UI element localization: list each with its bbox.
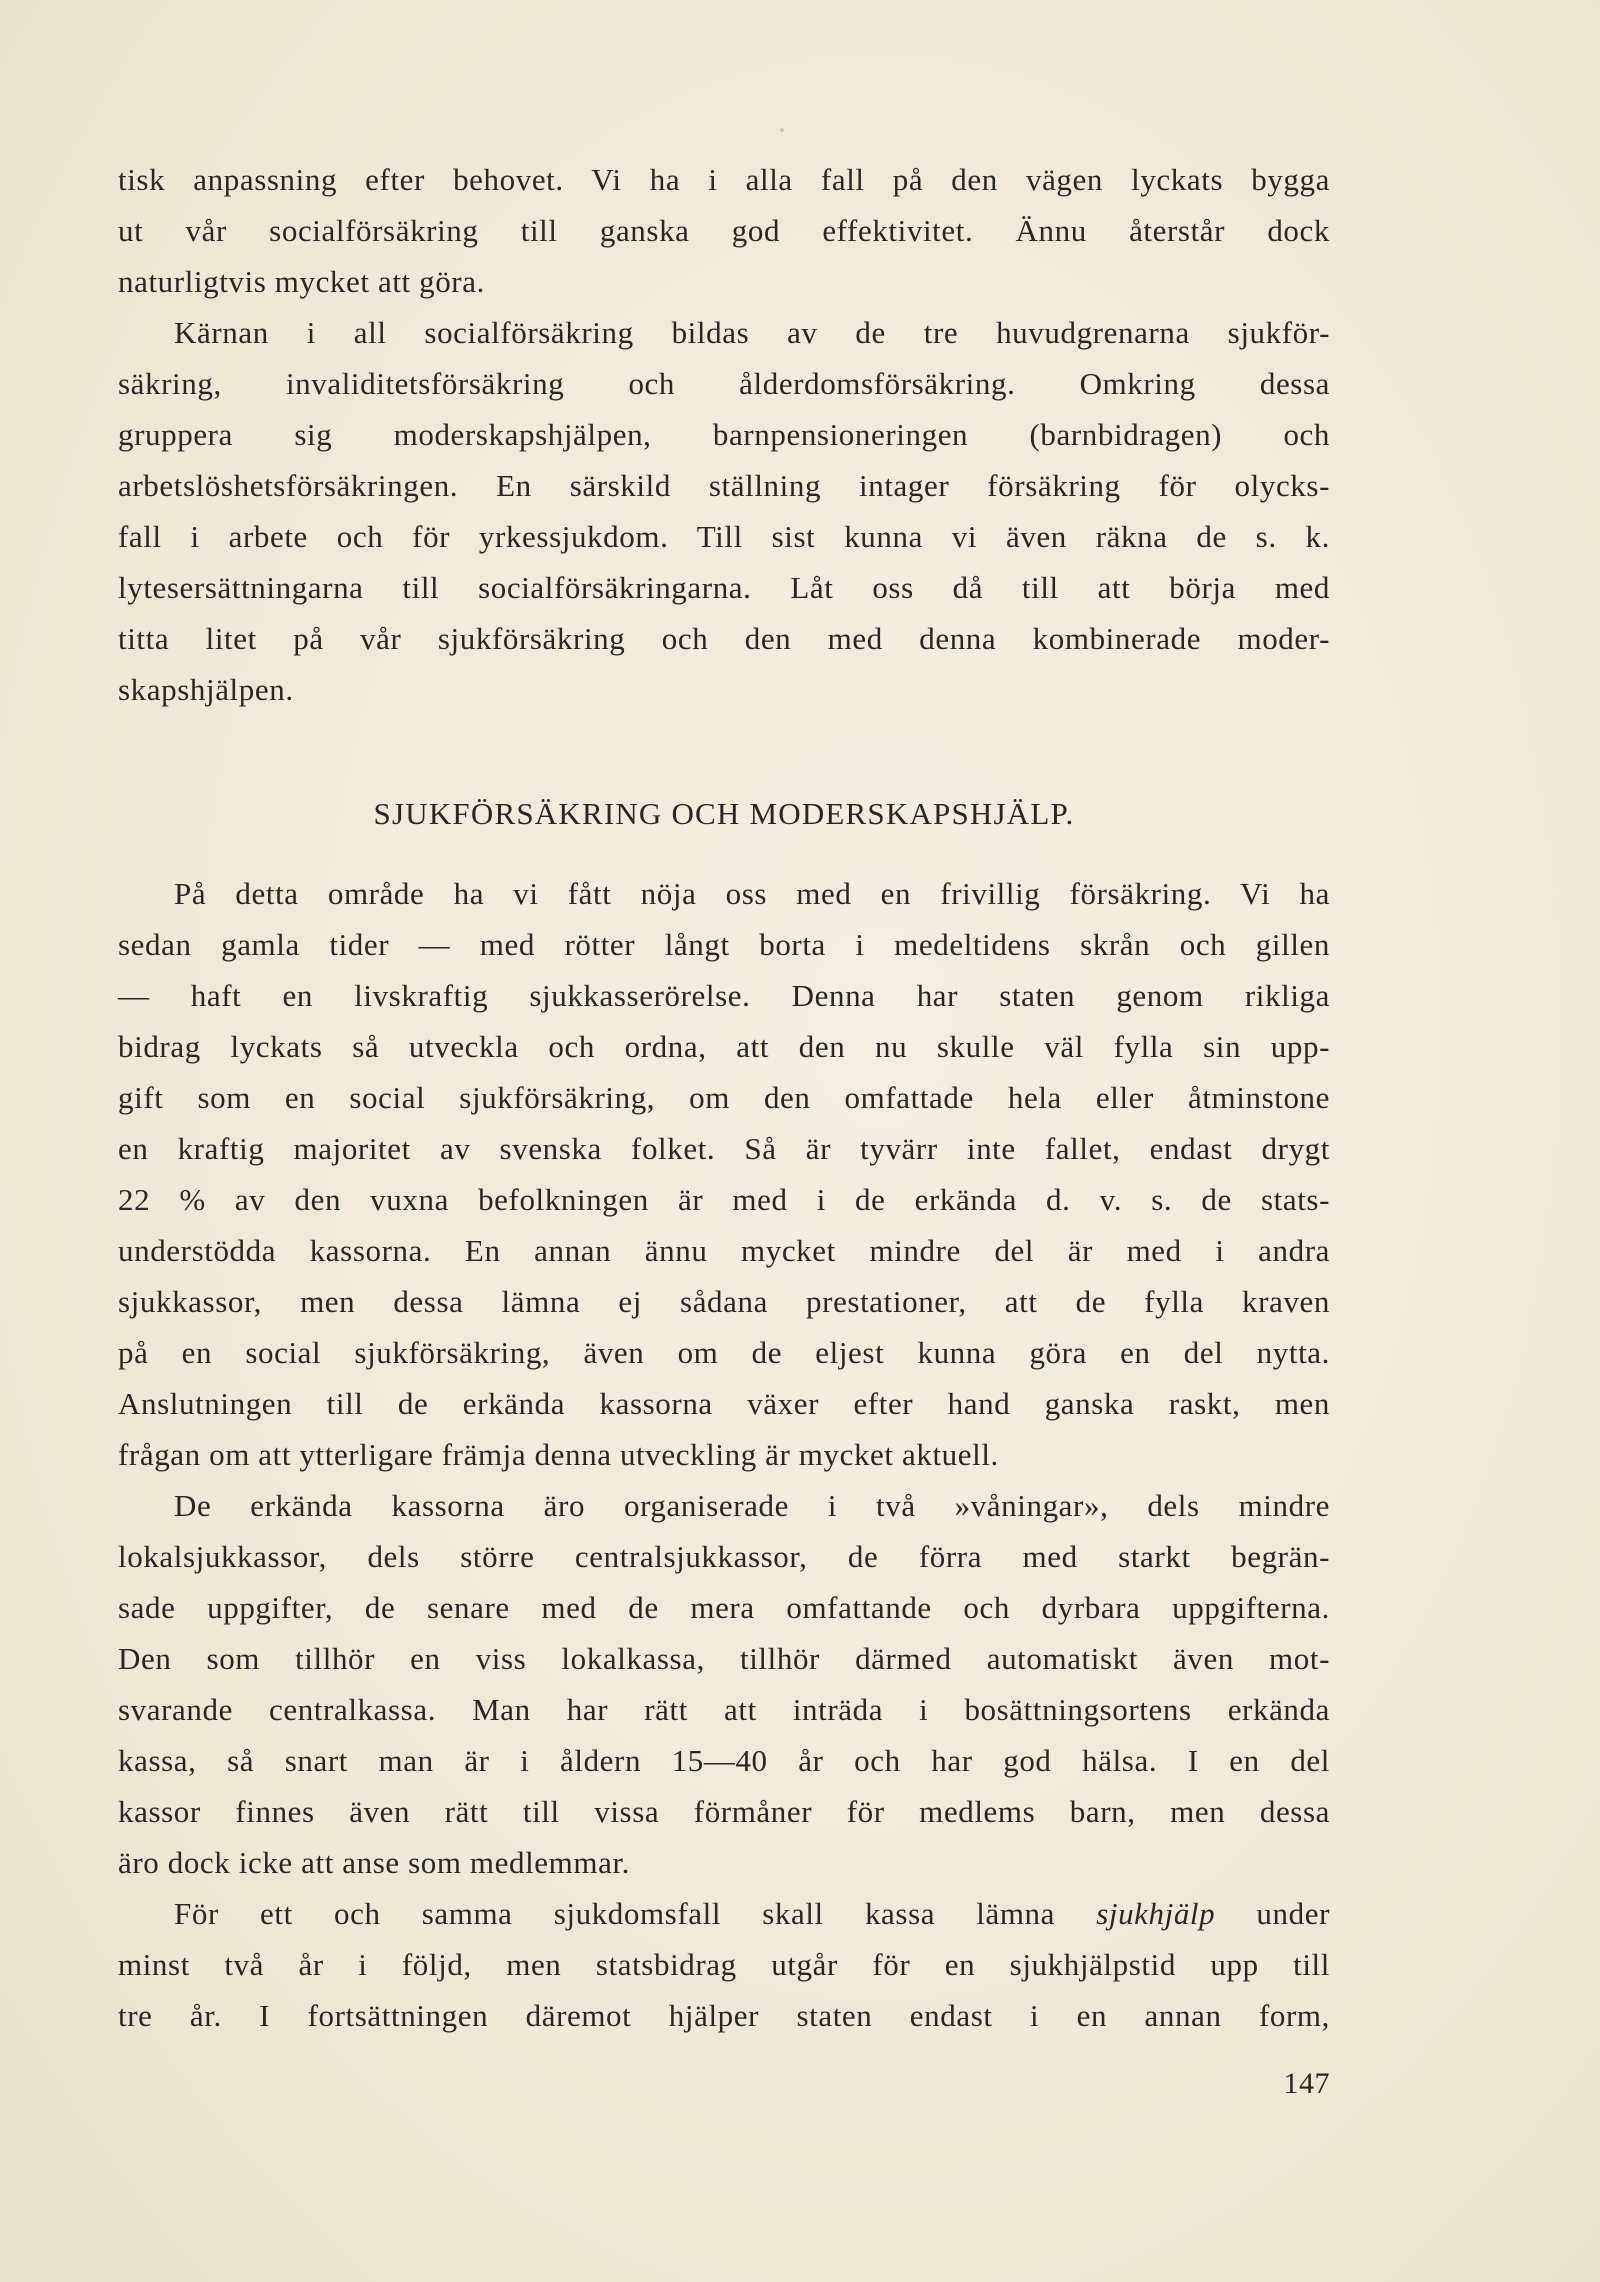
body-text-bottom — [118, 868, 1330, 2041]
paragraph-3-line: bidrag lyckats så utveckla och ordna, att den nu skulle väl fylla sin upp- — [118, 1029, 1330, 1064]
section-heading: SJUKFÖRSÄKRING OCH MODERSKAPSHJÄLP. — [373, 796, 1075, 831]
paragraph-3-line: en kraftig majoritet av svenska folket. Så är tyvärr inte fallet, endast drygt — [118, 1131, 1330, 1166]
paragraph-1-line: tisk anpassning efter behovet. Vi ha i alla fall på den vägen lyckats bygga — [118, 162, 1330, 197]
paragraph-3-line: sedan gamla tider — med rötter långt borta i medeltidens skrån och gillen — [118, 927, 1330, 962]
paragraph-2-line: skapshjälpen. — [118, 672, 294, 707]
paragraph-3-line: 22 % av den vuxna befolkningen är med i de erkända d. v. s. de stats- — [118, 1182, 1330, 1217]
paragraph-2-line: lytesersättningarna till socialförsäkringarna. Låt oss då till att börja med — [118, 570, 1330, 605]
paragraph-4-line: kassor finnes även rätt till vissa förmåner för medlems barn, men dessa — [118, 1794, 1330, 1829]
paragraph-3-line: understödda kassorna. En annan ännu mycket mindre del är med i andra — [118, 1233, 1330, 1268]
paragraph-4-line: kassa, så snart man är i åldern 15—40 år och har god hälsa. I en del — [118, 1743, 1330, 1778]
paragraph-3-line: på en social sjukförsäkring, även om de eljest kunna göra en del nytta. — [118, 1335, 1330, 1370]
paragraph-4-line: lokalsjukkassor, dels större centralsjukkassor, de förra med starkt begrän- — [118, 1539, 1330, 1574]
paragraph-4-line: De erkända kassorna äro organiserade i två »våningar», dels mindre — [174, 1488, 1330, 1523]
paragraph-4-line: sade uppgifter, de senare med de mera omfattande och dyrbara uppgifterna. — [118, 1590, 1330, 1625]
paragraph-5-line: minst två år i följd, men statsbidrag utgår för en sjukhjälpstid upp till — [118, 1947, 1330, 1982]
paragraph-1-line: naturligtvis mycket att göra. — [118, 264, 485, 299]
paragraph-2-line: gruppera sig moderskapshjälpen, barnpensioneringen (barnbidragen) och — [118, 417, 1330, 452]
paragraph-1-line: ut vår socialförsäkring till ganska god effektivitet. Ännu återstår dock — [118, 213, 1330, 248]
paragraph-2-line: fall i arbete och för yrkessjukdom. Till sist kunna vi även räkna de s. k. — [118, 519, 1330, 554]
paragraph-5-line: tre år. I fortsättningen däremot hjälper staten endast i en annan form, — [118, 1998, 1330, 2033]
paragraph-2-line: Kärnan i all socialförsäkring bildas av de tre huvudgrenarna sjukför- — [174, 315, 1330, 350]
paragraph-3-line: frågan om att ytterligare främja denna utveckling är mycket aktuell. — [118, 1437, 999, 1472]
body-text-top — [118, 154, 1330, 715]
paragraph-4-line: svarande centralkassa. Man har rätt att inträda i bosättningsortens erkända — [118, 1692, 1330, 1727]
paragraph-3-line: sjukkassor, men dessa lämna ej sådana prestationer, att de fylla kraven — [118, 1284, 1330, 1319]
paragraph-2-line: arbetslöshetsförsäkringen. En särskild ställning intager försäkring för olycks- — [118, 468, 1330, 503]
paragraph-5-line — [118, 1888, 1330, 1939]
paragraph-3-line: På detta område ha vi fått nöja oss med en frivillig försäkring. Vi ha — [174, 876, 1330, 911]
paragraph-3-line: Anslutningen till de erkända kassorna växer efter hand ganska raskt, men — [118, 1386, 1330, 1421]
paragraph-5-text: under — [1215, 1896, 1331, 1931]
paragraph-2-line: säkring, invaliditetsförsäkring och ålderdomsförsäkring. Omkring dessa — [118, 366, 1330, 401]
paragraph-4-line: äro dock icke att anse som medlemmar. — [118, 1845, 631, 1880]
paragraph-2-line: titta litet på vår sjukförsäkring och den med denna kombinerade moder- — [118, 621, 1330, 656]
paragraph-5-text: För ett och samma sjukdomsfall skall kassa lämna — [174, 1896, 1097, 1931]
page-number: 147 — [1283, 2067, 1330, 2100]
paragraph-4-line: Den som tillhör en viss lokalkassa, tillhör därmed automatiskt även mot- — [118, 1641, 1330, 1676]
italic-term: sjukhjälp — [1096, 1896, 1216, 1931]
paper-speck — [780, 128, 784, 132]
paragraph-3-line: gift som en social sjukförsäkring, om den omfattade hela eller åtminstone — [118, 1080, 1330, 1115]
paragraph-3-line: — haft en livskraftig sjukkasserörelse. Denna har staten genom rikliga — [118, 978, 1330, 1013]
